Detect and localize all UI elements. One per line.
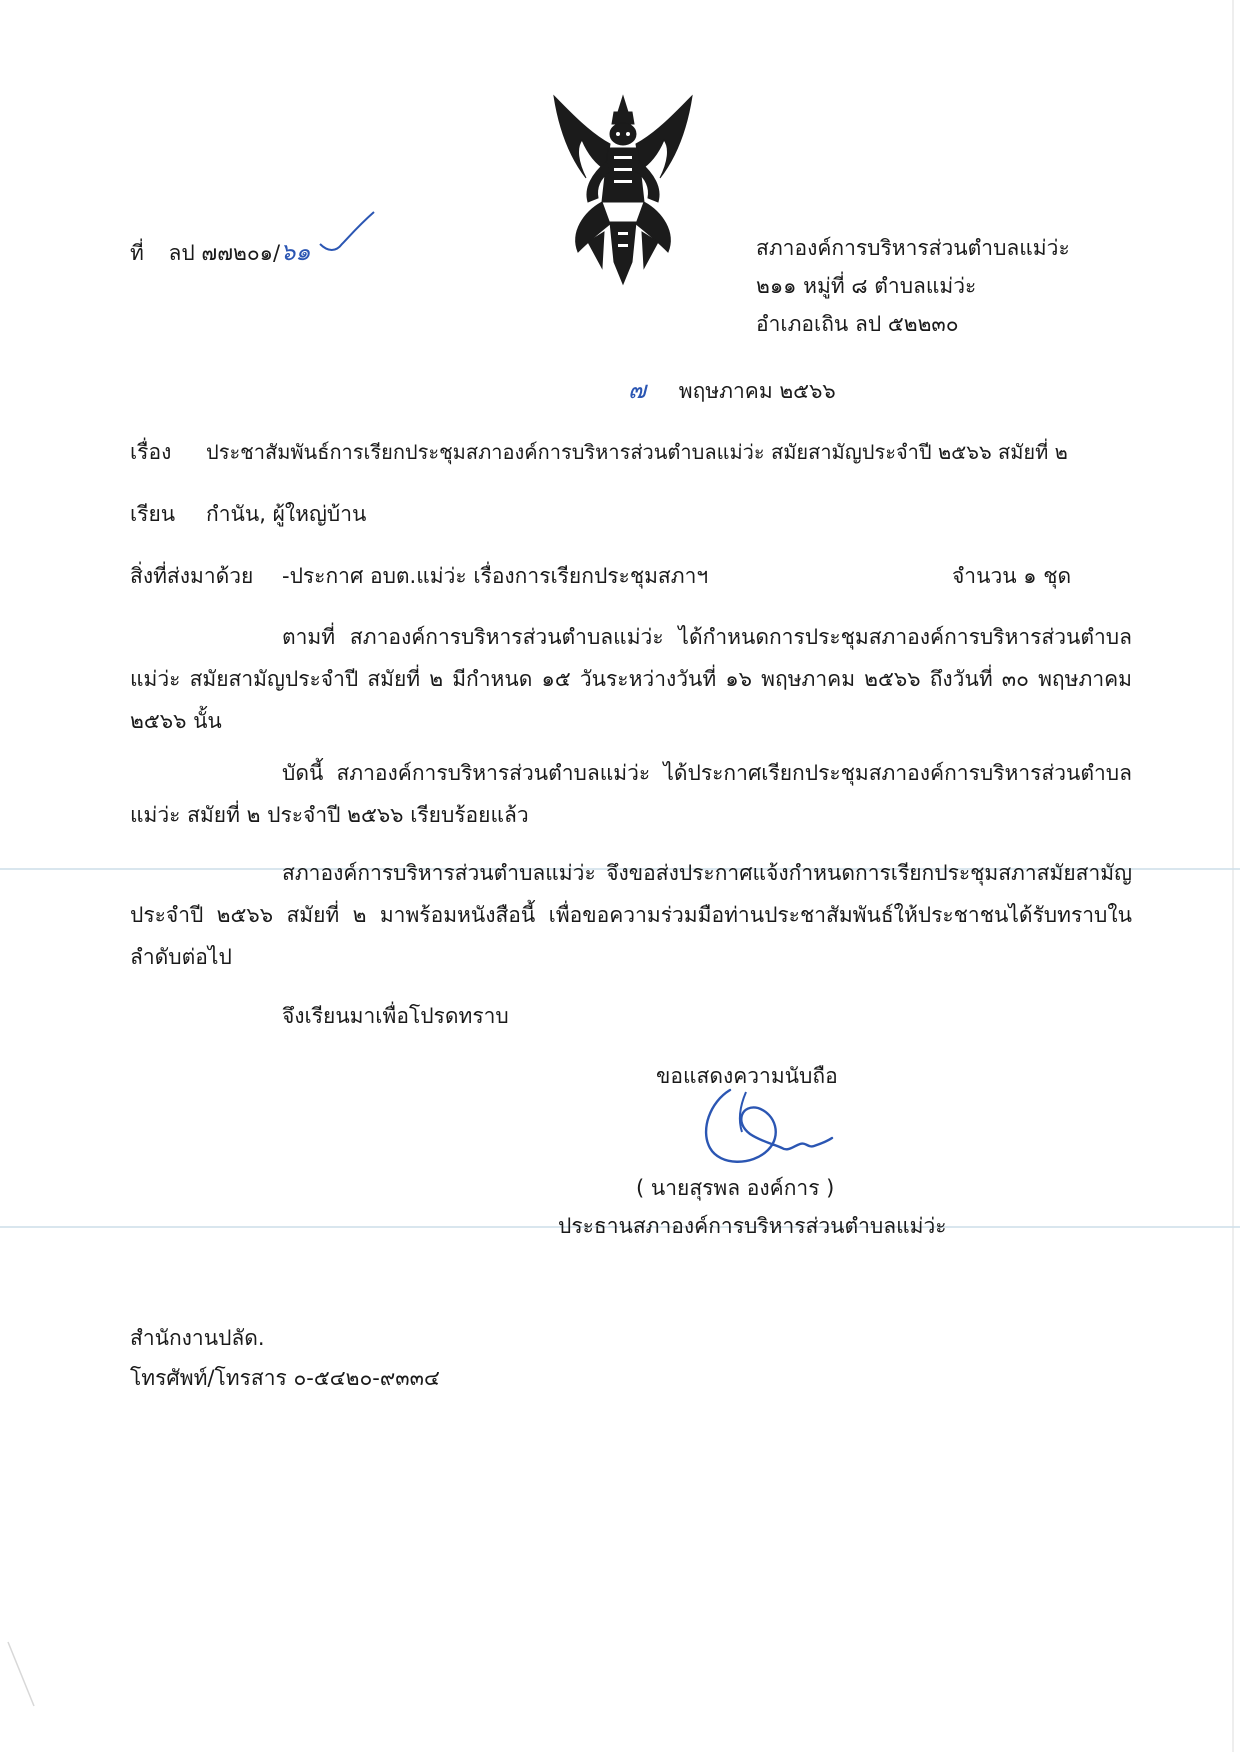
reference-prefix: ลป ๗๗๒๐๑/ — [168, 241, 281, 265]
reference-handwritten: ๖๑ — [280, 238, 311, 266]
body-paragraph-1 — [130, 616, 1132, 742]
paragraph-1-first-line: ตามที่ สภาองค์การบริหารส่วนตำบลแม่ว่ะ ได้กำหนดการประชุมสภาองค์การบริหารส่วนตำบล — [282, 625, 1132, 649]
signatory-position: ประธานสภาองค์การบริหารส่วนตำบลแม่ว่ะ — [558, 1214, 947, 1238]
scan-artifact — [4, 1640, 44, 1710]
paragraph-2-first-line: บัดนี้ สภาองค์การบริหารส่วนตำบลแม่ว่ะ ได้ประกาศเรียกประชุมสภาองค์การบริหารส่วนตำบล — [282, 761, 1132, 785]
attachment-label: สิ่งที่ส่งมาด้วย — [130, 564, 254, 588]
attachment-quantity: จำนวน ๑ ชุด — [952, 564, 1072, 588]
footer-office: สำนักงานปลัด. — [130, 1326, 265, 1350]
recipient-label: เรียน — [130, 502, 176, 526]
garuda-emblem — [548, 92, 698, 286]
paragraph-2-rest: แม่ว่ะ สมัยที่ ๒ ประจำปี ๒๕๖๖ เรียบร้อยแล้ว — [130, 803, 529, 827]
signature-salutation: ขอแสดงความนับถือ — [656, 1064, 838, 1088]
handwritten-flourish — [318, 208, 378, 258]
footer-phone: โทรศัพท์/โทรสาร ๐-๕๔๒๐-๙๓๓๔ — [130, 1366, 440, 1390]
closing-text: จึงเรียนมาเพื่อโปรดทราบ — [282, 1004, 509, 1028]
letter-date — [628, 376, 836, 405]
reference-number — [130, 238, 311, 267]
signatory-name: ( นายสุรพล องค์การ ) — [636, 1176, 835, 1200]
subject-label: เรื่อง — [130, 440, 172, 464]
paragraph-3-first-line: สภาองค์การบริหารส่วนตำบลแม่ว่ะ จึงขอส่งประกาศแจ้งกำหนดการเรียกประชุมสภาสมัยสามัญ — [282, 861, 1132, 885]
subject-text: ประชาสัมพันธ์การเรียกประชุมสภาองค์การบริหารส่วนตำบลแม่ว่ะ สมัยสามัญประจำปี ๒๕๖๖ สมัยที่ ๒ — [206, 440, 1068, 464]
paragraph-1-rest: แม่ว่ะ สมัยสามัญประจำปี สมัยที่ ๒ มีกำหนด ๑๕ วันระหว่างวันที่ ๑๖ พฤษภาคม ๒๕๖๖ ถึงวันที่ ๓๐ พฤษภาคม ๒๕๖๖ นั้น — [130, 667, 1132, 733]
paragraph-3-rest: ประจำปี ๒๕๖๖ สมัยที่ ๒ มาพร้อมหนังสือนี้ เพื่อขอความร่วมมือท่านประชาสัมพันธ์ให้ประชาชนได้รับทราบในลำดับต่อไป — [130, 903, 1132, 969]
date-month-year: พฤษภาคม ๒๕๖๖ — [678, 379, 836, 403]
body-paragraph-3 — [130, 852, 1132, 978]
scan-edge — [1232, 0, 1234, 1752]
reference-label: ที่ — [130, 241, 144, 265]
org-line-3: อำเภอเถิน ลป ๕๒๒๓๐ — [756, 312, 959, 336]
body-paragraph-2 — [130, 752, 1132, 836]
org-line-2: ๒๑๑ หมู่ที่ ๘ ตำบลแม่ว่ะ — [756, 274, 977, 298]
attachment-text: -ประกาศ อบต.แม่ว่ะ เรื่องการเรียกประชุมสภาฯ — [282, 564, 709, 588]
recipient-text: กำนัน, ผู้ใหญ่บ้าน — [206, 502, 367, 526]
org-line-1: สภาองค์การบริหารส่วนตำบลแม่ว่ะ — [756, 236, 1070, 260]
handwritten-signature — [696, 1086, 836, 1170]
date-day-handwritten: ๗ — [628, 376, 647, 404]
